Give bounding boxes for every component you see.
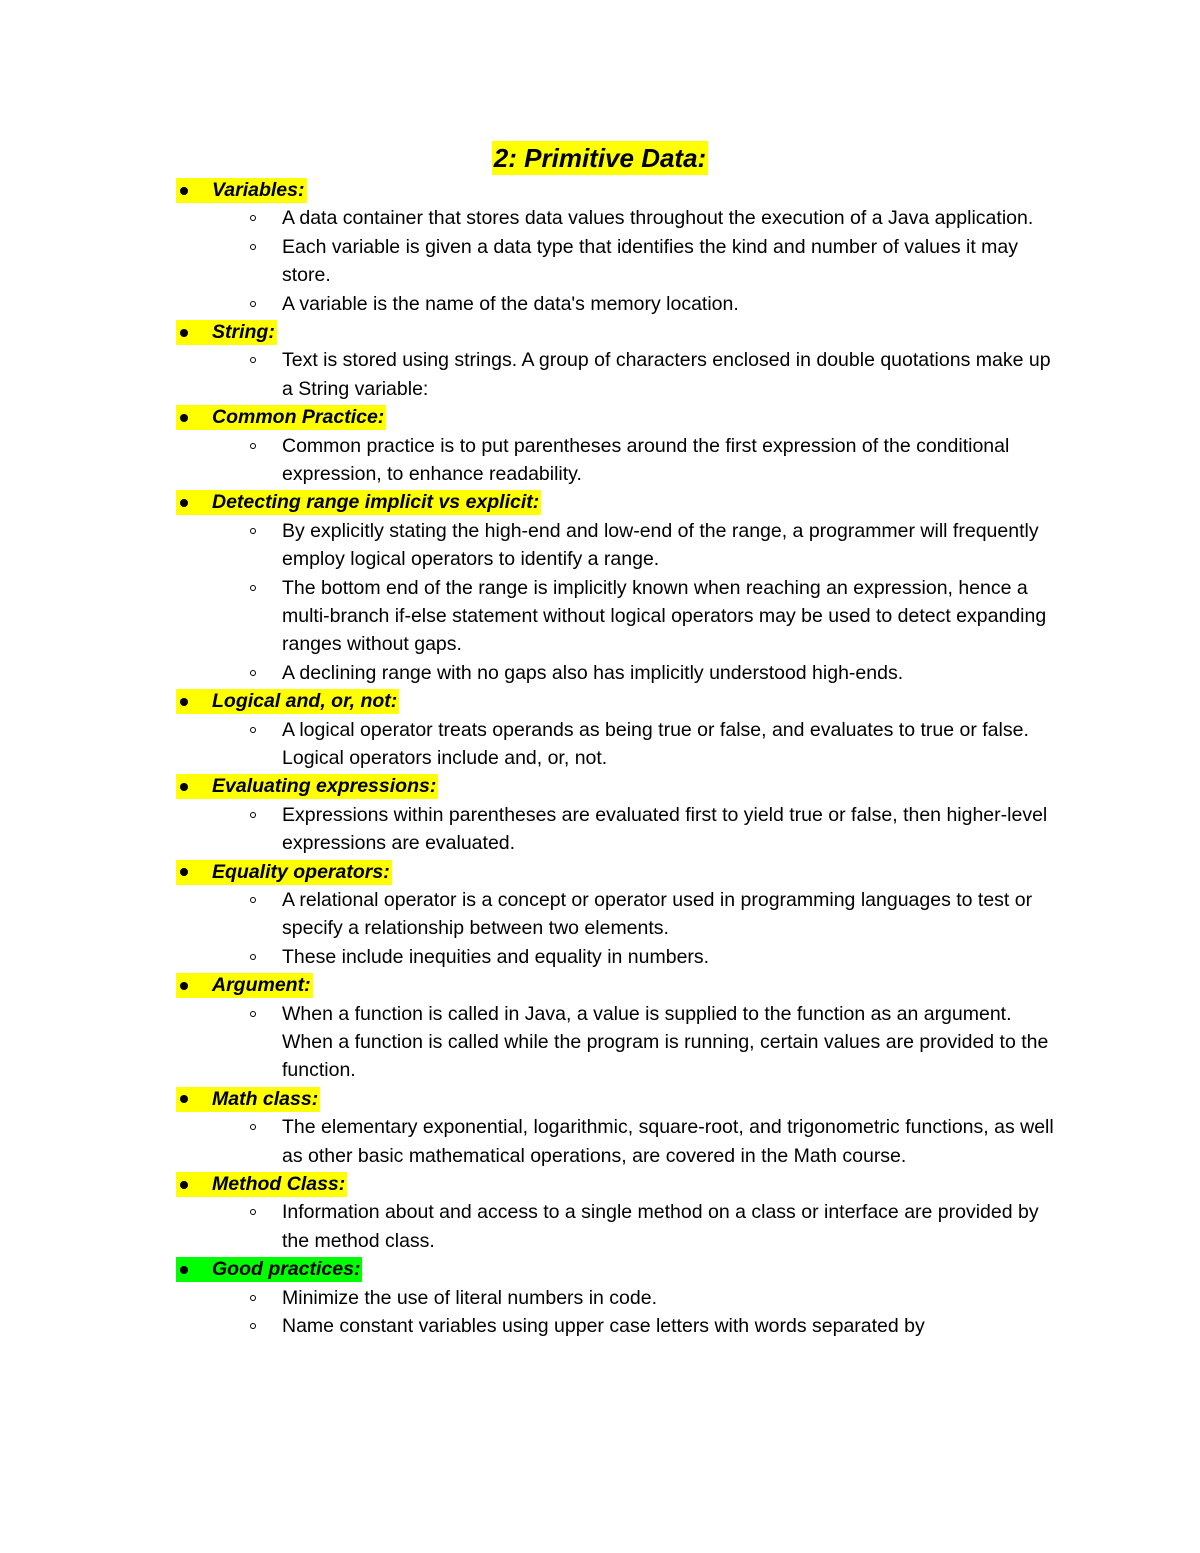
section-heading xyxy=(176,971,1066,999)
hollow-bullet-icon xyxy=(250,1124,256,1130)
hollow-bullet-icon xyxy=(250,1295,256,1301)
hollow-bullet-icon xyxy=(250,1011,256,1017)
list-item xyxy=(176,1000,1066,1085)
list-item xyxy=(176,432,1066,489)
outline-section xyxy=(176,687,1066,772)
section-heading-highlight xyxy=(176,490,541,515)
list-item xyxy=(176,517,1066,574)
hollow-bullet-icon xyxy=(250,1323,256,1329)
filled-bullet-icon xyxy=(180,1181,188,1189)
hollow-bullet-icon xyxy=(250,528,256,534)
list-item xyxy=(176,801,1066,858)
list-item-text: Name constant variables using upper case letters with words separated by xyxy=(282,1315,925,1338)
outline-section xyxy=(176,971,1066,1085)
filled-bullet-icon xyxy=(180,329,188,337)
section-heading xyxy=(176,1085,1066,1113)
list-item-text: Each variable is given a data type that identifies the kind and number of values it may store. xyxy=(282,235,1019,287)
hollow-bullet-icon xyxy=(250,585,256,591)
list-item xyxy=(176,886,1066,943)
section-heading-label: Detecting range implicit vs explicit: xyxy=(212,491,540,514)
section-heading xyxy=(176,1255,1066,1283)
outline-section xyxy=(176,1255,1066,1340)
list-item-text: A data container that stores data values throughout the execution of a Java application. xyxy=(282,207,1034,230)
section-heading-label: Method Class: xyxy=(212,1173,346,1196)
filled-bullet-icon xyxy=(180,1266,188,1274)
section-heading-highlight xyxy=(176,1087,320,1112)
outline-section xyxy=(176,318,1066,403)
list-item-text: A logical operator treats operands as being true or false, and evaluates to true or false. Logical operators include and, or, not. xyxy=(282,718,1029,770)
list-item xyxy=(176,716,1066,773)
hollow-bullet-icon xyxy=(250,812,256,818)
section-heading-label: Evaluating expressions: xyxy=(212,775,437,798)
section-heading-label: Logical and, or, not: xyxy=(212,690,398,713)
outline-section xyxy=(176,403,1066,488)
outline-section xyxy=(176,176,1066,318)
section-items xyxy=(176,204,1066,318)
list-item-text: Minimize the use of literal numbers in code. xyxy=(282,1286,658,1309)
section-heading xyxy=(176,772,1066,800)
list-item-text: The bottom end of the range is implicitly known when reaching an expression, hence a multi-branch if-else statement without logical operators may be used to detect expanding ranges without gaps. xyxy=(282,576,1047,656)
section-heading xyxy=(176,687,1066,715)
filled-bullet-icon xyxy=(180,414,188,422)
section-heading-label: String: xyxy=(212,321,275,344)
list-item-text: Information about and access to a single method on a class or interface are provided by the method class. xyxy=(282,1201,1039,1252)
list-item-text: By explicitly stating the high-end and low-end of the range, a programmer will frequently employ logical operators to identify a range. xyxy=(282,519,1039,571)
list-item-text: A variable is the name of the data's memory location. xyxy=(282,292,739,315)
list-item-text: When a function is called in Java, a value is supplied to the function as an argument. When a function is called while the program is running, certain values are provided to the function. xyxy=(282,1002,1049,1082)
hollow-bullet-icon xyxy=(250,670,256,676)
notes-outline xyxy=(176,176,1066,1340)
filled-bullet-icon xyxy=(180,698,188,706)
list-item xyxy=(176,346,1066,403)
section-heading-label: Variables: xyxy=(212,179,305,201)
section-heading xyxy=(176,176,1066,204)
section-items xyxy=(176,1284,1066,1341)
section-heading-highlight xyxy=(176,774,438,799)
hollow-bullet-icon xyxy=(250,727,256,733)
outline-section xyxy=(176,772,1066,857)
section-heading xyxy=(176,858,1066,886)
section-heading-label: Argument: xyxy=(212,974,311,997)
list-item xyxy=(176,659,1066,687)
hollow-bullet-icon xyxy=(250,897,256,903)
list-item-text: A declining range with no gaps also has implicitly understood high-ends. xyxy=(282,661,904,684)
filled-bullet-icon xyxy=(180,783,188,791)
section-heading-highlight xyxy=(176,860,392,885)
filled-bullet-icon xyxy=(180,982,188,990)
section-heading-highlight xyxy=(176,1257,362,1282)
section-heading xyxy=(176,488,1066,516)
list-item xyxy=(176,290,1066,318)
section-heading-label: Good practices: xyxy=(212,1258,361,1281)
list-item xyxy=(176,233,1066,290)
section-heading-label: Math class: xyxy=(212,1087,319,1110)
list-item xyxy=(176,943,1066,971)
section-items xyxy=(176,716,1066,773)
hollow-bullet-icon xyxy=(250,215,256,221)
section-heading-highlight xyxy=(176,320,277,345)
list-item xyxy=(176,1284,1066,1312)
hollow-bullet-icon xyxy=(250,357,256,363)
hollow-bullet-icon xyxy=(250,1209,256,1215)
page-title-text: 2: Primitive Data: xyxy=(493,143,707,173)
filled-bullet-icon xyxy=(180,187,188,195)
section-items xyxy=(176,1198,1066,1255)
list-item-text: A relational operator is a concept or operator used in programming languages to test or specify a relationship between two elements. xyxy=(282,889,1033,940)
section-items xyxy=(176,346,1066,403)
filled-bullet-icon xyxy=(180,868,188,876)
outline-section xyxy=(176,1085,1066,1170)
section-items xyxy=(176,1113,1066,1170)
list-item-text: Common practice is to put parentheses around the first expression of the conditional expression, to enhance readability. xyxy=(282,434,1010,486)
filled-bullet-icon xyxy=(180,499,188,507)
section-items xyxy=(176,886,1066,971)
section-heading xyxy=(176,403,1066,431)
section-items xyxy=(176,801,1066,858)
list-item-text: The elementary exponential, logarithmic, square-root, and trigonometric functions, as well as other basic mathematical operations, are covered in the Math course. xyxy=(282,1116,1054,1167)
section-heading-highlight xyxy=(176,689,399,714)
section-heading-highlight xyxy=(176,405,386,430)
list-item xyxy=(176,1198,1066,1255)
section-heading xyxy=(176,318,1066,346)
hollow-bullet-icon xyxy=(250,244,256,250)
filled-bullet-icon xyxy=(180,1095,188,1103)
hollow-bullet-icon xyxy=(250,301,256,307)
section-items xyxy=(176,517,1066,687)
section-items xyxy=(176,1000,1066,1085)
list-item-text: These include inequities and equality in numbers. xyxy=(282,945,710,968)
section-heading-label: Equality operators: xyxy=(212,860,390,883)
outline-section xyxy=(176,858,1066,972)
list-item xyxy=(176,1113,1066,1170)
page-title xyxy=(0,139,1200,177)
section-heading xyxy=(176,1170,1066,1198)
list-item-text: Expressions within parentheses are evaluated first to yield true or false, then higher-level expressions are evaluated. xyxy=(282,803,1048,855)
outline-section xyxy=(176,488,1066,687)
list-item xyxy=(176,574,1066,659)
section-heading-label: Common Practice: xyxy=(212,406,385,429)
section-heading-highlight xyxy=(176,973,313,998)
list-item-text: Text is stored using strings. A group of characters enclosed in double quotations make up a String variable: xyxy=(282,349,1051,400)
section-heading-highlight xyxy=(176,178,307,203)
list-item xyxy=(176,1312,1066,1340)
section-heading-highlight xyxy=(176,1172,347,1197)
hollow-bullet-icon xyxy=(250,443,256,449)
hollow-bullet-icon xyxy=(250,954,256,960)
outline-section xyxy=(176,1170,1066,1255)
list-item xyxy=(176,204,1066,232)
section-items xyxy=(176,432,1066,489)
